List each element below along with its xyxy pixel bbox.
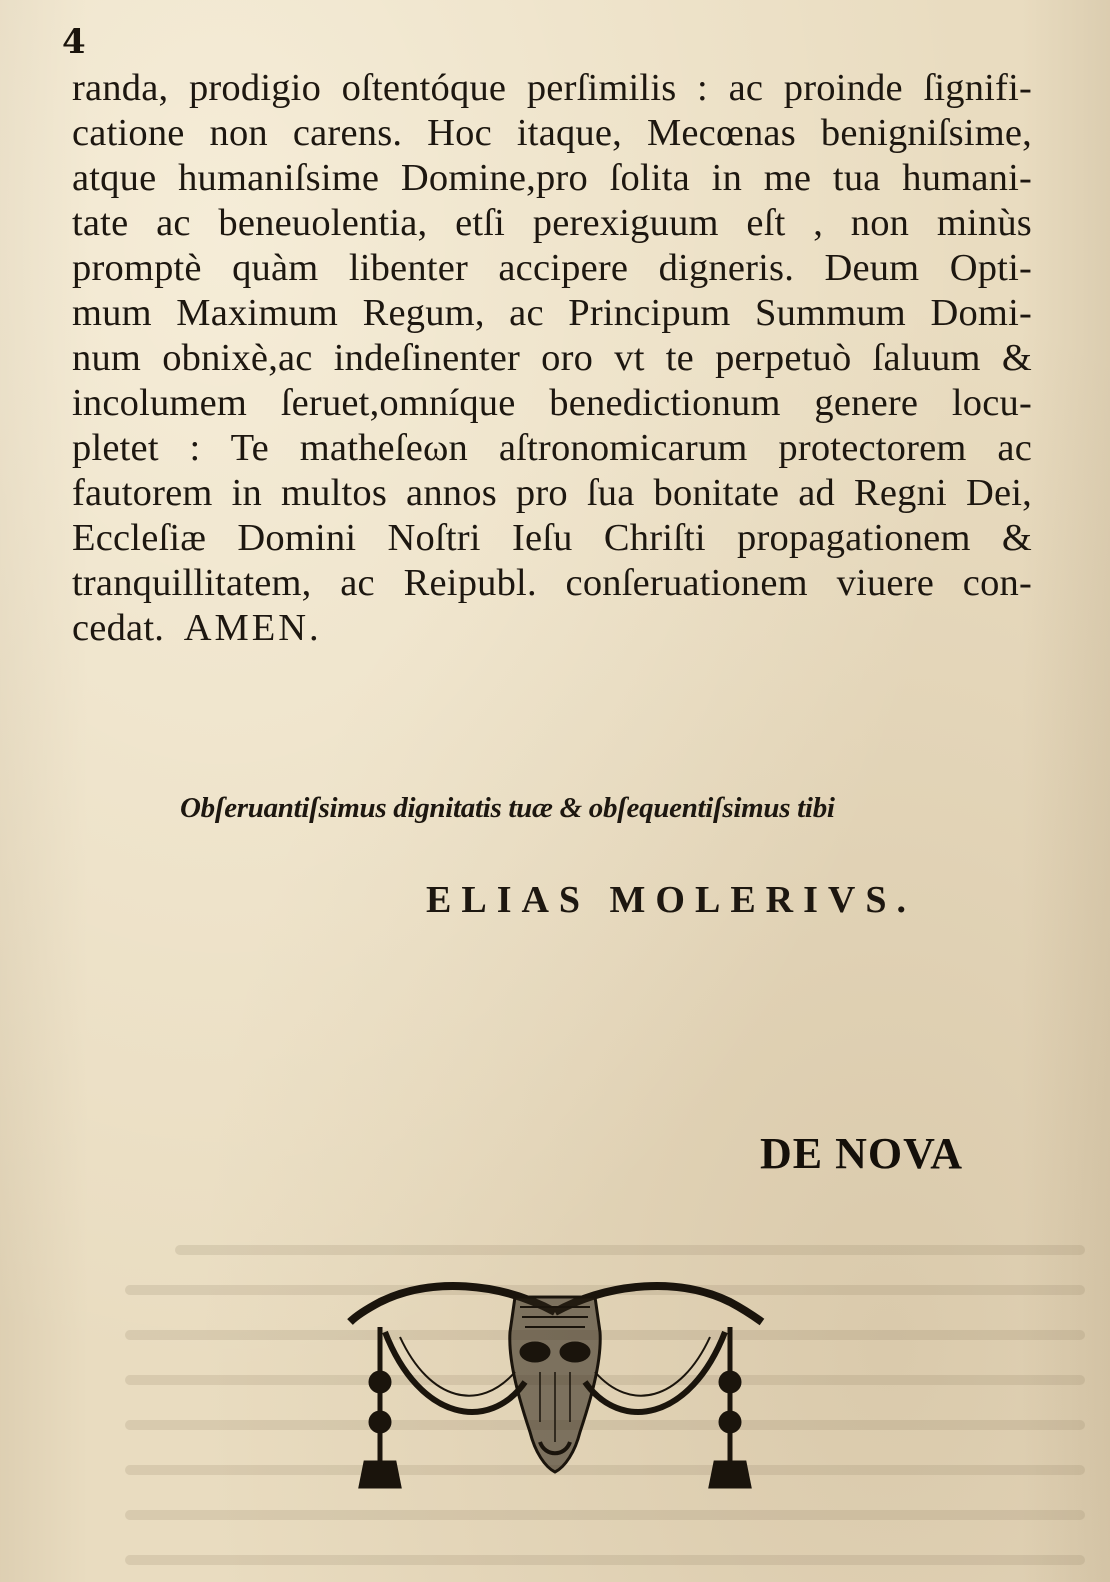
text-line: Eccleſiæ Domini Noſtri Ieſu Chriſti propagationem & [72, 517, 1032, 559]
text-line: fautorem in multos annos pro ſua bonitate ad Regni Dei, [72, 472, 1032, 514]
text-line: incolumem ſeruet,omníque benedictionum genere locu- [72, 382, 1032, 424]
text-line: promptè quàm libenter accipere digneris. Deum Opti- [72, 247, 1032, 289]
text-line: pletet : Te matheſeωn aſtronomicarum protectorem ac [72, 427, 1032, 469]
text-line: catione non carens. Hoc itaque, Mecœnas benigniſsime, [72, 112, 1032, 154]
amen-word: AMEN. [183, 607, 322, 649]
author-signature: ELIAS MOLERIVS. [426, 879, 916, 921]
page-number: 4 [62, 22, 86, 62]
text-line: atque humaniſsime Domine,pro ſolita in me tua humani- [72, 157, 1032, 199]
closing-salutation: Obſeruantiſsimus dignitatis tuæ & obſequentiſsimus tibi [180, 792, 835, 824]
text-line-last [72, 606, 1032, 651]
text-line: randa, prodigio oſtentóque perſimilis : ac proinde ſignifi- [72, 67, 1032, 109]
woodcut-ox-skull-garland-icon [340, 1272, 770, 1502]
text-line-end: cedat. [72, 607, 165, 649]
text-line: tranquillitatem, ac Reipubl. conſeruationem viuere con- [72, 562, 1032, 604]
text-line: tate ac beneuolentia, etſi perexiguum eſt , non minùs [72, 202, 1032, 244]
catchword: DE NOVA [760, 1129, 964, 1178]
text-line: mum Maximum Regum, ac Principum Summum Domi- [72, 292, 1032, 334]
dedication-text [72, 66, 1032, 651]
text-line: num obnixè,ac indeſinenter oro vt te perpetuò ſaluum & [72, 337, 1032, 379]
